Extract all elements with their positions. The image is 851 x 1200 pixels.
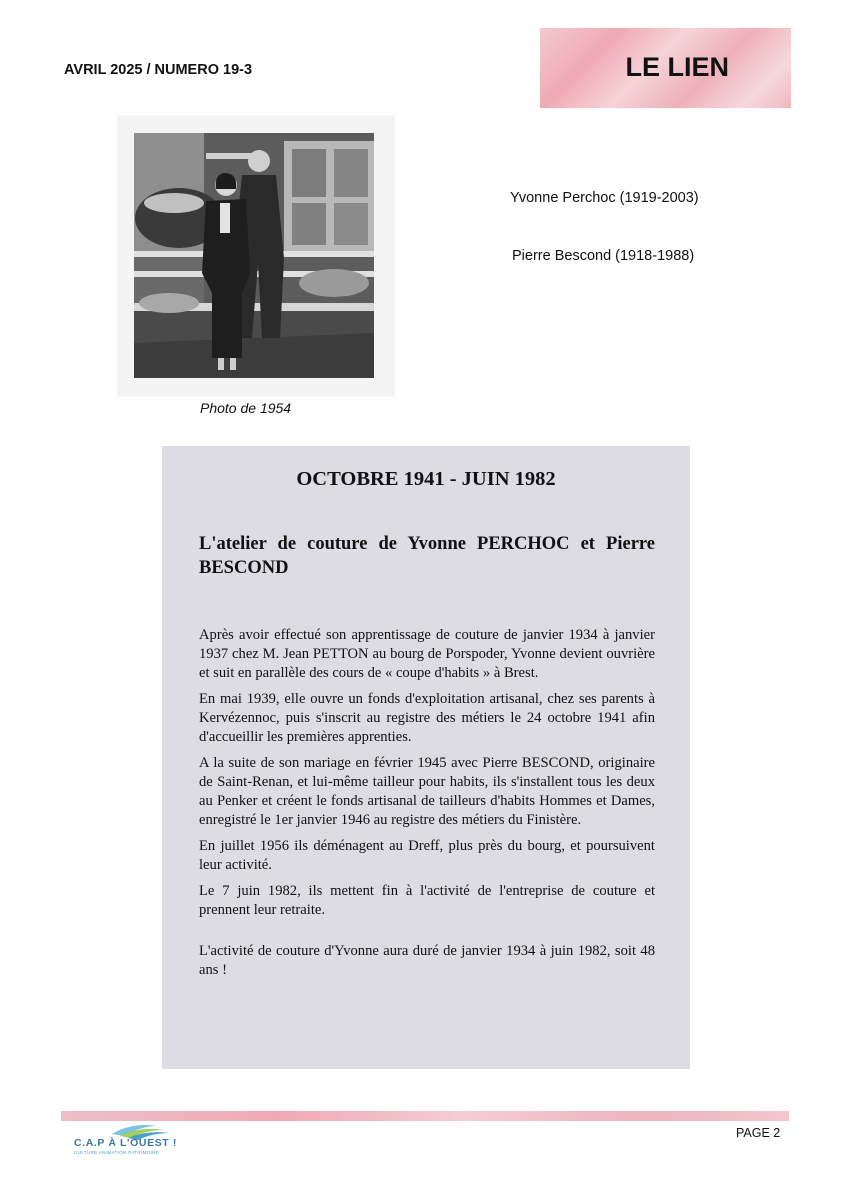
person-pierre: Pierre Bescond (1918-1988) [512, 248, 695, 264]
couple-photo [134, 133, 374, 378]
article-paragraph: A la suite de son mariage en février 1945 avec Pierre BESCOND, originaire de Saint-Renan, et lui-même tailleur pour habits, ils s'installent tous les deux au Penker et créent le fonds artisanal de tailleurs d'habits Hommes et Dames, enregistré le 1er janvier 1946 au registre des métiers du Finistère. [199, 755, 655, 828]
photo-caption: Photo de 1954 [200, 400, 292, 416]
article-paragraph: Après avoir effectué son apprentissage de couture de janvier 1934 à janvier 1937 chez M. Jean PETTON au bourg de Porspoder, Yvonne devient ouvrière et suit en parallèle des cours de « coupe d'habits » à Brest. [199, 627, 655, 681]
person-yvonne: Yvonne Perchoc (1919-2003) [510, 190, 699, 206]
article-paragraph: En juillet 1956 ils déménagent au Dreff, plus près du bourg, et poursuivent leur activité. [199, 838, 655, 873]
article-date-range: OCTOBRE 1941 - JUIN 1982 [296, 468, 556, 490]
article-conclusion: L'activité de couture d'Yvonne aura duré de janvier 1934 à juin 1982, soit 48 ans ! [199, 943, 655, 978]
article-title: L'atelier de couture de Yvonne PERCHOC et Pierre BESCOND [199, 534, 655, 578]
couple-photo-image [134, 133, 374, 378]
newsletter-title: LE LIEN [625, 52, 729, 82]
article-body [199, 626, 655, 987]
article-paragraph: En mai 1939, elle ouvre un fonds d'exploitation artisanal, chez ses parents à Kervézennoc, puis s'inscrit au registre des métiers le 24 octobre 1941 afin d'accueillir les premières apprenties. [199, 691, 655, 745]
issue-date: AVRIL 2025 / NUMERO 19-3 [64, 62, 253, 78]
logo-tagline: CULTURE ANIMATION PATRIMOINE [74, 1150, 160, 1155]
cap-a-louest-logo [72, 1120, 182, 1165]
masthead-banner [540, 28, 791, 108]
page-number: PAGE 2 [736, 1126, 781, 1140]
article-box [162, 446, 690, 1069]
article-paragraph: Le 7 juin 1982, ils mettent fin à l'activité de l'entreprise de couture et prennent leur retraite. [199, 883, 655, 918]
logo-name: C.A.P À L'OUEST ! [74, 1137, 177, 1149]
